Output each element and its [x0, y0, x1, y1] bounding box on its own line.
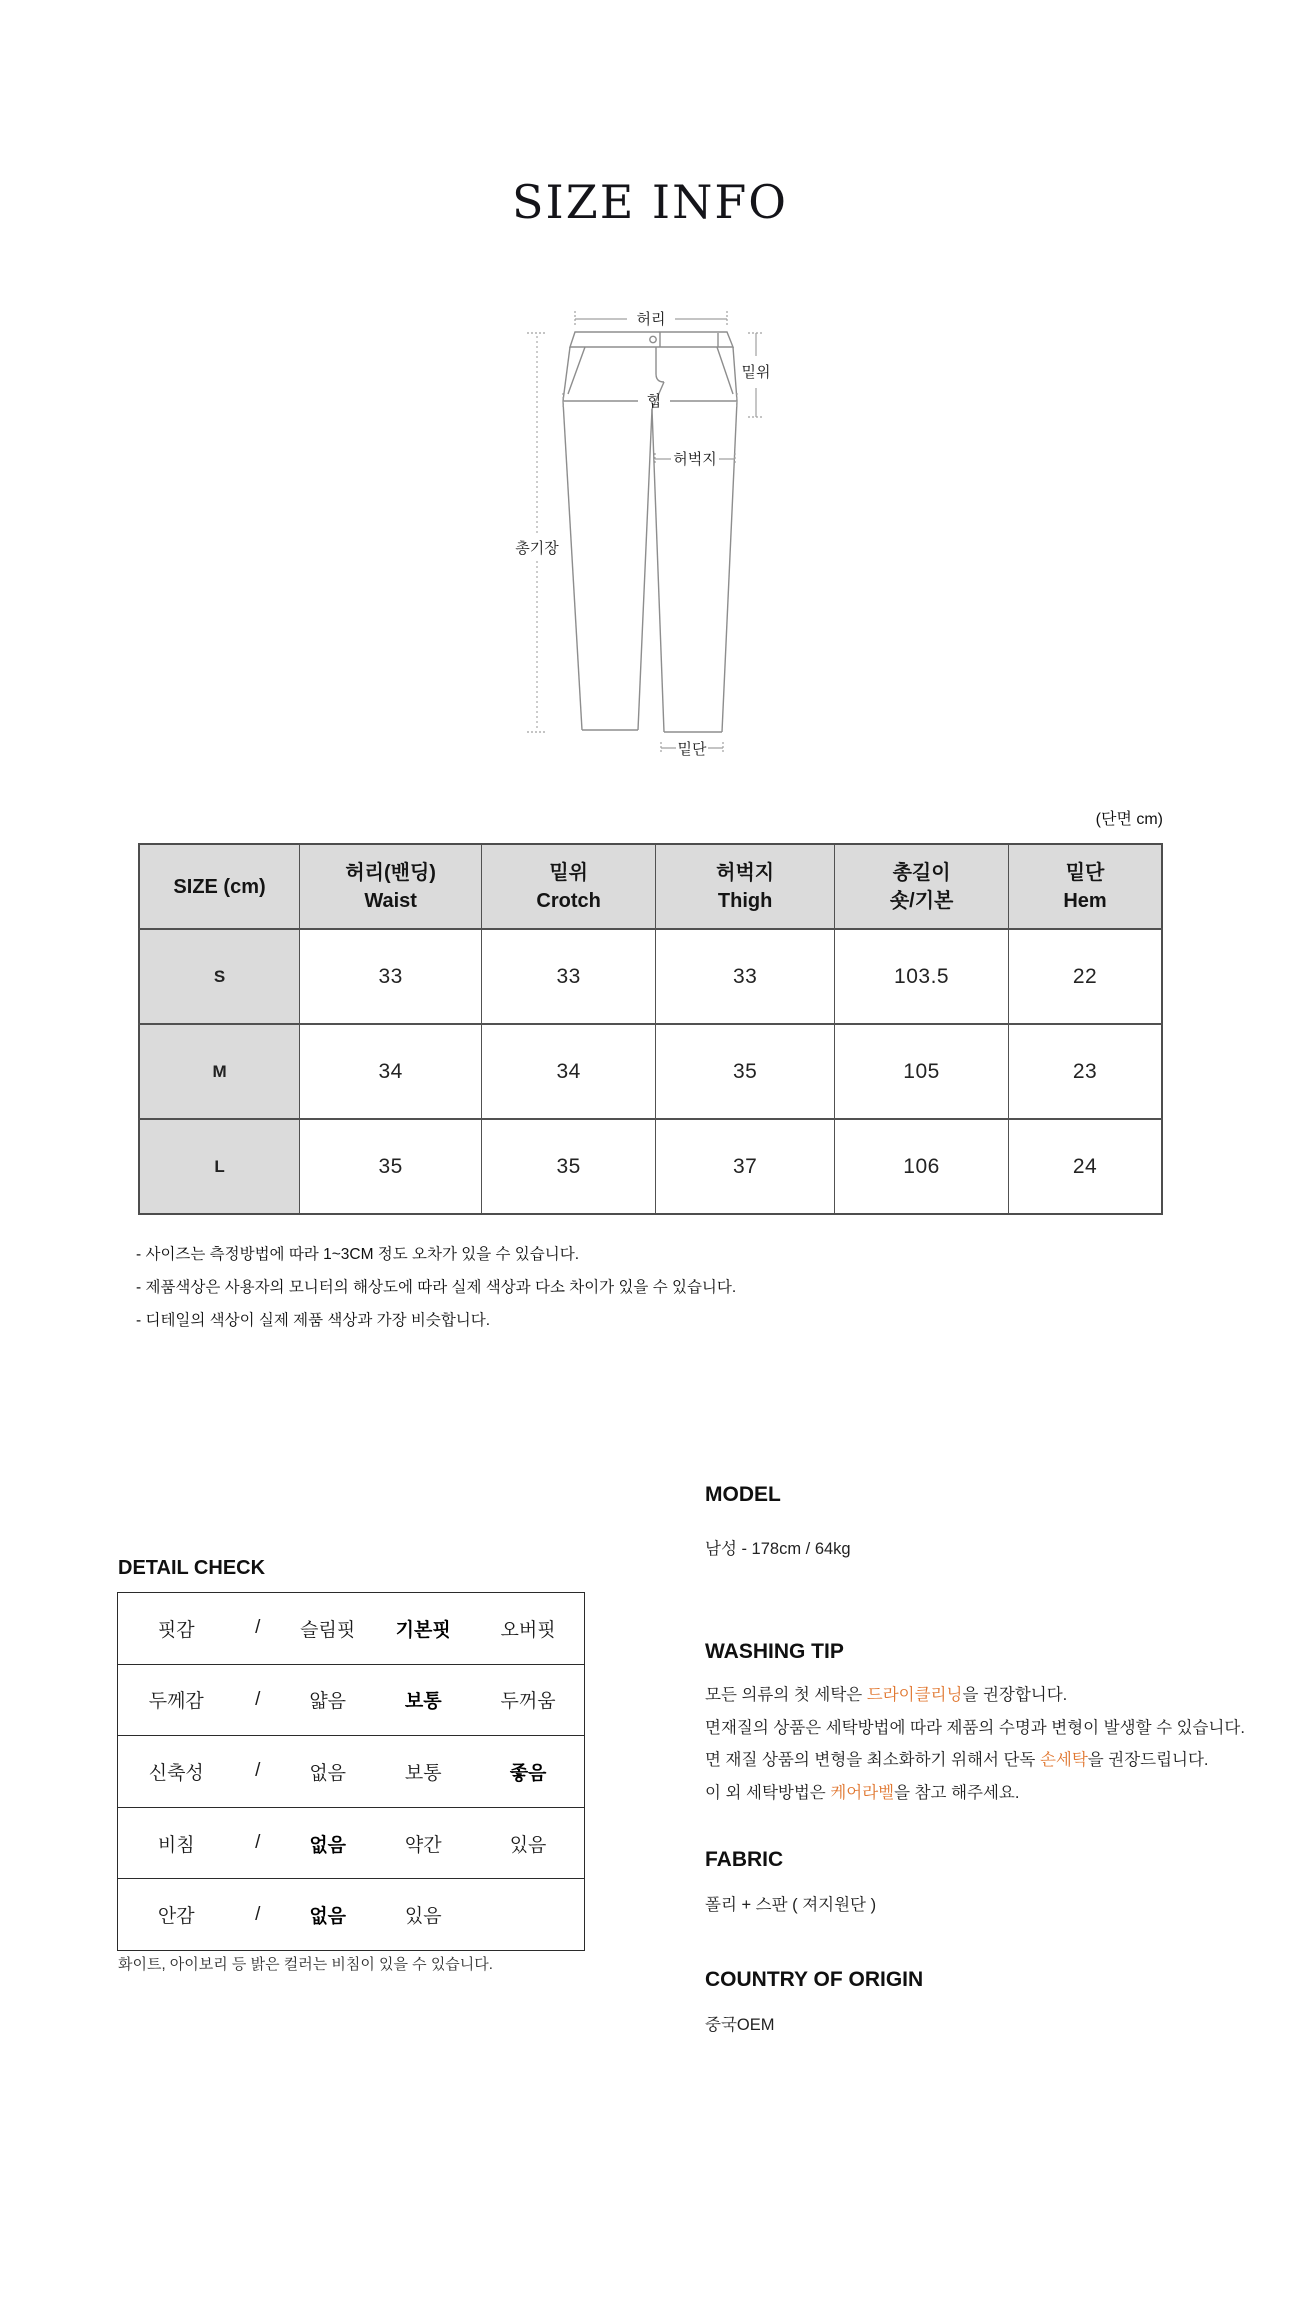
size-value-cell: 33 [656, 929, 835, 1024]
size-value-cell: 24 [1009, 1119, 1162, 1214]
washing-text: 모든 의류의 첫 세탁은 [705, 1686, 867, 1704]
size-value-cell: 105 [835, 1024, 1009, 1119]
header-ko: 밑단 [1065, 861, 1105, 884]
washing-line [705, 1744, 1209, 1777]
waist-label: 허리 [636, 311, 666, 328]
detail-option: 약간 [404, 1834, 442, 1856]
size-value-cell: 23 [1009, 1024, 1162, 1119]
model-heading: MODEL [705, 1483, 781, 1506]
size-notes [136, 1246, 736, 1345]
detail-label: 두께감 [148, 1691, 204, 1713]
size-value-cell: 22 [1009, 929, 1162, 1024]
washing-highlight: 드라이클리닝 [866, 1686, 963, 1704]
size-value-cell: 103.5 [835, 929, 1009, 1024]
size-value-cell: 35 [300, 1119, 482, 1214]
size-table-row [139, 1024, 1162, 1119]
size-value-cell: 34 [300, 1024, 482, 1119]
washing-line [705, 1679, 1185, 1712]
size-table-row [139, 1119, 1162, 1214]
detail-check-note: 화이트, 아이보리 등 밝은 컬러는 비침이 있을 수 있습니다. [118, 1956, 493, 1973]
washing-line [705, 1777, 1185, 1810]
washing-line [705, 1712, 1245, 1745]
hem-label: 밑단 [677, 741, 707, 758]
size-table [138, 843, 1163, 1215]
header-en: Thigh [717, 889, 773, 912]
info-column [705, 1483, 1245, 2043]
detail-option: 없음 [309, 1762, 347, 1784]
measure-lines [527, 311, 764, 753]
size-value-cell: 33 [300, 929, 482, 1024]
size-value-cell: 34 [482, 1024, 656, 1119]
washing-text: 을 권장드립니다. [1087, 1751, 1209, 1769]
size-table-header-cell [1009, 844, 1162, 929]
detail-label: 비침 [157, 1834, 195, 1856]
pants-outline [563, 332, 737, 732]
washing-heading: WASHING TIP [705, 1640, 844, 1663]
page-title: SIZE INFO [512, 174, 788, 229]
note-line: - 제품색상은 사용자의 모니터의 해상도에 따라 실제 색상과 다소 차이가 있을 수 있습니다. [136, 1279, 737, 1296]
header-en: Crotch [536, 889, 601, 912]
header-en: Waist [364, 889, 417, 912]
washing-text: 면재질의 상품은 세탁방법에 따라 제품의 수명과 변형이 발생할 수 있습니다. [705, 1718, 1245, 1737]
header-ko: 허벅지 [716, 861, 775, 884]
detail-option: 있음 [404, 1906, 442, 1928]
size-table-body [139, 929, 1162, 1214]
origin-heading: COUNTRY OF ORIGIN [705, 1968, 924, 1991]
detail-check-heading: DETAIL CHECK [118, 1557, 266, 1579]
header-ko: 총길이 [892, 861, 951, 884]
detail-divider: / [255, 1832, 261, 1854]
detail-option: 좋음 [509, 1762, 547, 1784]
size-table-header-cell [656, 844, 835, 929]
detail-option: 보통 [404, 1691, 442, 1713]
detail-row [118, 1664, 584, 1736]
size-value-cell: 37 [656, 1119, 835, 1214]
washing-text: 이 외 세탁방법은 [705, 1783, 831, 1802]
size-label-cell: S [139, 929, 300, 1024]
header-en: 숏/기본 [889, 889, 954, 912]
size-table-header-cell [482, 844, 656, 929]
washing-highlight: 케어라벨 [830, 1783, 895, 1802]
detail-divider: / [255, 1688, 261, 1710]
washing-text: 을 권장합니다. [962, 1686, 1068, 1704]
washing-lines [705, 1679, 1245, 1809]
detail-row [118, 1878, 584, 1950]
size-value-cell: 35 [656, 1024, 835, 1119]
unit-note: (단면 cm) [1095, 811, 1163, 828]
detail-option: 오버핏 [500, 1619, 556, 1641]
detail-divider: / [255, 1760, 261, 1782]
detail-option: 두꺼움 [500, 1691, 556, 1713]
detail-option: 기본핏 [395, 1619, 451, 1641]
fabric-heading: FABRIC [705, 1848, 784, 1871]
detail-label: 신축성 [148, 1762, 204, 1784]
detail-row [118, 1807, 584, 1879]
washing-highlight: 손세탁 [1039, 1751, 1088, 1769]
header-ko: 밑위 [549, 861, 588, 884]
detail-option: 없음 [309, 1834, 347, 1856]
washing-text: 면 재질 상품의 변형을 최소화하기 위해서 단독 [705, 1751, 1040, 1769]
fabric-text: 폴리 + 스판 ( 져지원단 ) [705, 1896, 877, 1914]
size-table-header-cell [835, 844, 1009, 929]
detail-option: 없음 [309, 1906, 347, 1928]
header-en: Hem [1063, 889, 1107, 912]
model-text: 남성 - 178cm / 64kg [705, 1540, 851, 1558]
size-label-cell: L [139, 1119, 300, 1214]
size-label-cell: M [139, 1024, 300, 1119]
size-table-head-row [139, 844, 1162, 929]
detail-divider: / [255, 1617, 261, 1639]
crotch-rise-label: 밑위 [741, 364, 771, 381]
size-value-cell: 35 [482, 1119, 656, 1214]
detail-check-table [117, 1592, 585, 1951]
detail-option: 슬림핏 [300, 1619, 356, 1641]
header-ko: 허리(밴딩) [345, 861, 436, 884]
detail-row [118, 1593, 584, 1664]
size-table-header-cell [139, 844, 300, 929]
pants-size-diagram [505, 292, 805, 772]
detail-row [118, 1735, 584, 1807]
detail-option: 얇음 [309, 1691, 347, 1713]
detail-label: 핏감 [157, 1619, 195, 1641]
washing-text: 을 참고 해주세요. [894, 1783, 1020, 1802]
hip-label: 힙 [646, 393, 662, 410]
detail-option: 보통 [404, 1762, 442, 1784]
origin-text: 중국OEM [705, 2016, 775, 2034]
note-line: - 사이즈는 측정방법에 따라 1~3CM 정도 오차가 있을 수 있습니다. [136, 1246, 580, 1263]
total-length-label: 총기장 [515, 540, 559, 557]
size-value-cell: 106 [835, 1119, 1009, 1214]
detail-label: 안감 [157, 1906, 195, 1928]
size-table-row [139, 929, 1162, 1024]
size-value-cell: 33 [482, 929, 656, 1024]
header-ko: SIZE (cm) [173, 875, 266, 898]
thigh-label: 허벅지 [673, 451, 717, 468]
note-line: - 디테일의 색상이 실제 제품 색상과 가장 비슷합니다. [136, 1312, 491, 1329]
detail-option: 있음 [509, 1834, 547, 1856]
detail-divider: / [255, 1903, 261, 1925]
size-table-header-cell [300, 844, 482, 929]
